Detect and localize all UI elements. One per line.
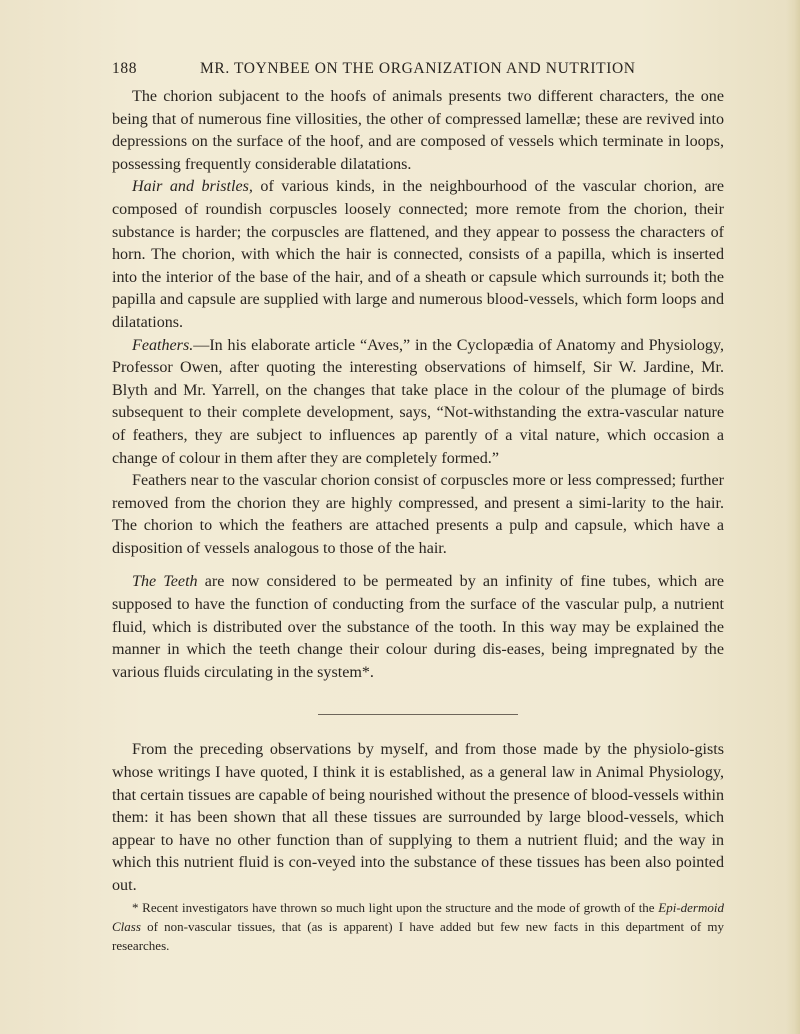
paragraph-hoofs: The chorion subjacent to the hoofs of animals presents two different characters, the one being that of numerous fine villosities, the other of compressed lamellæ; these are revived into depressions on the surface of the hoof, and are composed of vessels which terminate in loops, possessing frequently considerable dilatations. (112, 88, 724, 173)
paragraph-teeth-body: are now considered to be permeated by an infinity of fine tubes, which are supposed to have the function of conducting from the surface of the vascular pulp, a nutrient fluid, which is distributed over the substance of the tooth. In this way may be explained the manner in which the teeth change their colour during dis-eases, being impregnated by the various fluids circulating in the system*. (112, 573, 724, 681)
paragraph-feathers (112, 335, 724, 471)
section-lead-feathers: Feathers. (132, 336, 194, 354)
footnote-post: of non-vascular tissues, that (as is apparent) I have added but few new facts in this department of my researches. (112, 918, 724, 953)
body-text (112, 86, 724, 955)
paragraph-teeth (112, 571, 724, 684)
footnote-pre: * Recent investigators have thrown so much light upon the structure and the mode of growth of the (132, 899, 659, 915)
running-title: MR. TOYNBEE ON THE ORGANIZATION AND NUTRITION (200, 60, 636, 77)
footnote-italic: Epi-dermoid Class (112, 899, 724, 934)
paragraph-hair (112, 176, 724, 334)
running-header (112, 60, 724, 84)
footnote (112, 898, 724, 955)
paragraph-conclusion: From the preceding observations by myself, and from those made by the physiolo-gists whose writings I have quoted, I think it is established, as a general law in Animal Physiology, that certain tissues are capable of being nourished without the presence of blood-vessels within them: it has been shown that all these tissues are surrounded by large blood-vessels, which appear to have no other function than of supplying to them a nutrient fluid; and the way in which this nutrient fluid is con-veyed into the substance of these tissues has been also pointed out. (112, 741, 724, 894)
paragraph-feathers-structure: Feathers near to the vascular chorion consist of corpuscles more or less compressed; further removed from the chorion they are highly compressed, and present a simi-larity to the hair. The chorion to which the feathers are attached presents a pulp and capsule, which have a disposition of vessels analogous to those of the hair. (112, 472, 724, 557)
page-edge-shadow (786, 0, 800, 1034)
paragraph-feathers-body: —In his elaborate article “Aves,” in the Cyclopædia of Anatomy and Physiology, Professor Owen, after quoting the interesting observations of himself, Sir W. Jardine, Mr. Blyth and Mr. Yarrell, on the changes that take place in the colour of the plumage of birds subsequent to their complete development, says, “Not-withstanding the extra-vascular nature of feathers, they are subject to influences ap parently of a vital nature, which occasion a change of colour in them after they are completely formed.” (112, 336, 724, 467)
paragraph-hair-body: of various kinds, in the neighbourhood of the vascular chorion, are composed of roundish corpuscles loosely connected; more remote from the chorion, their substance is harder; the corpuscles are flattened, and they appear to possess the characters of horn. The chorion, with which the hair is connected, consists of a papilla, which is inserted into the interior of the base of the hair, and of a sheath or capsule which surrounds it; both the papilla and capsule are supplied with large and numerous blood-vessels, which form loops and dilatations. (112, 178, 724, 331)
section-lead-teeth: The Teeth (132, 573, 198, 591)
page-number: 188 (112, 60, 138, 77)
section-lead-hair: Hair and bristles, (132, 178, 253, 196)
section-divider (318, 714, 518, 715)
